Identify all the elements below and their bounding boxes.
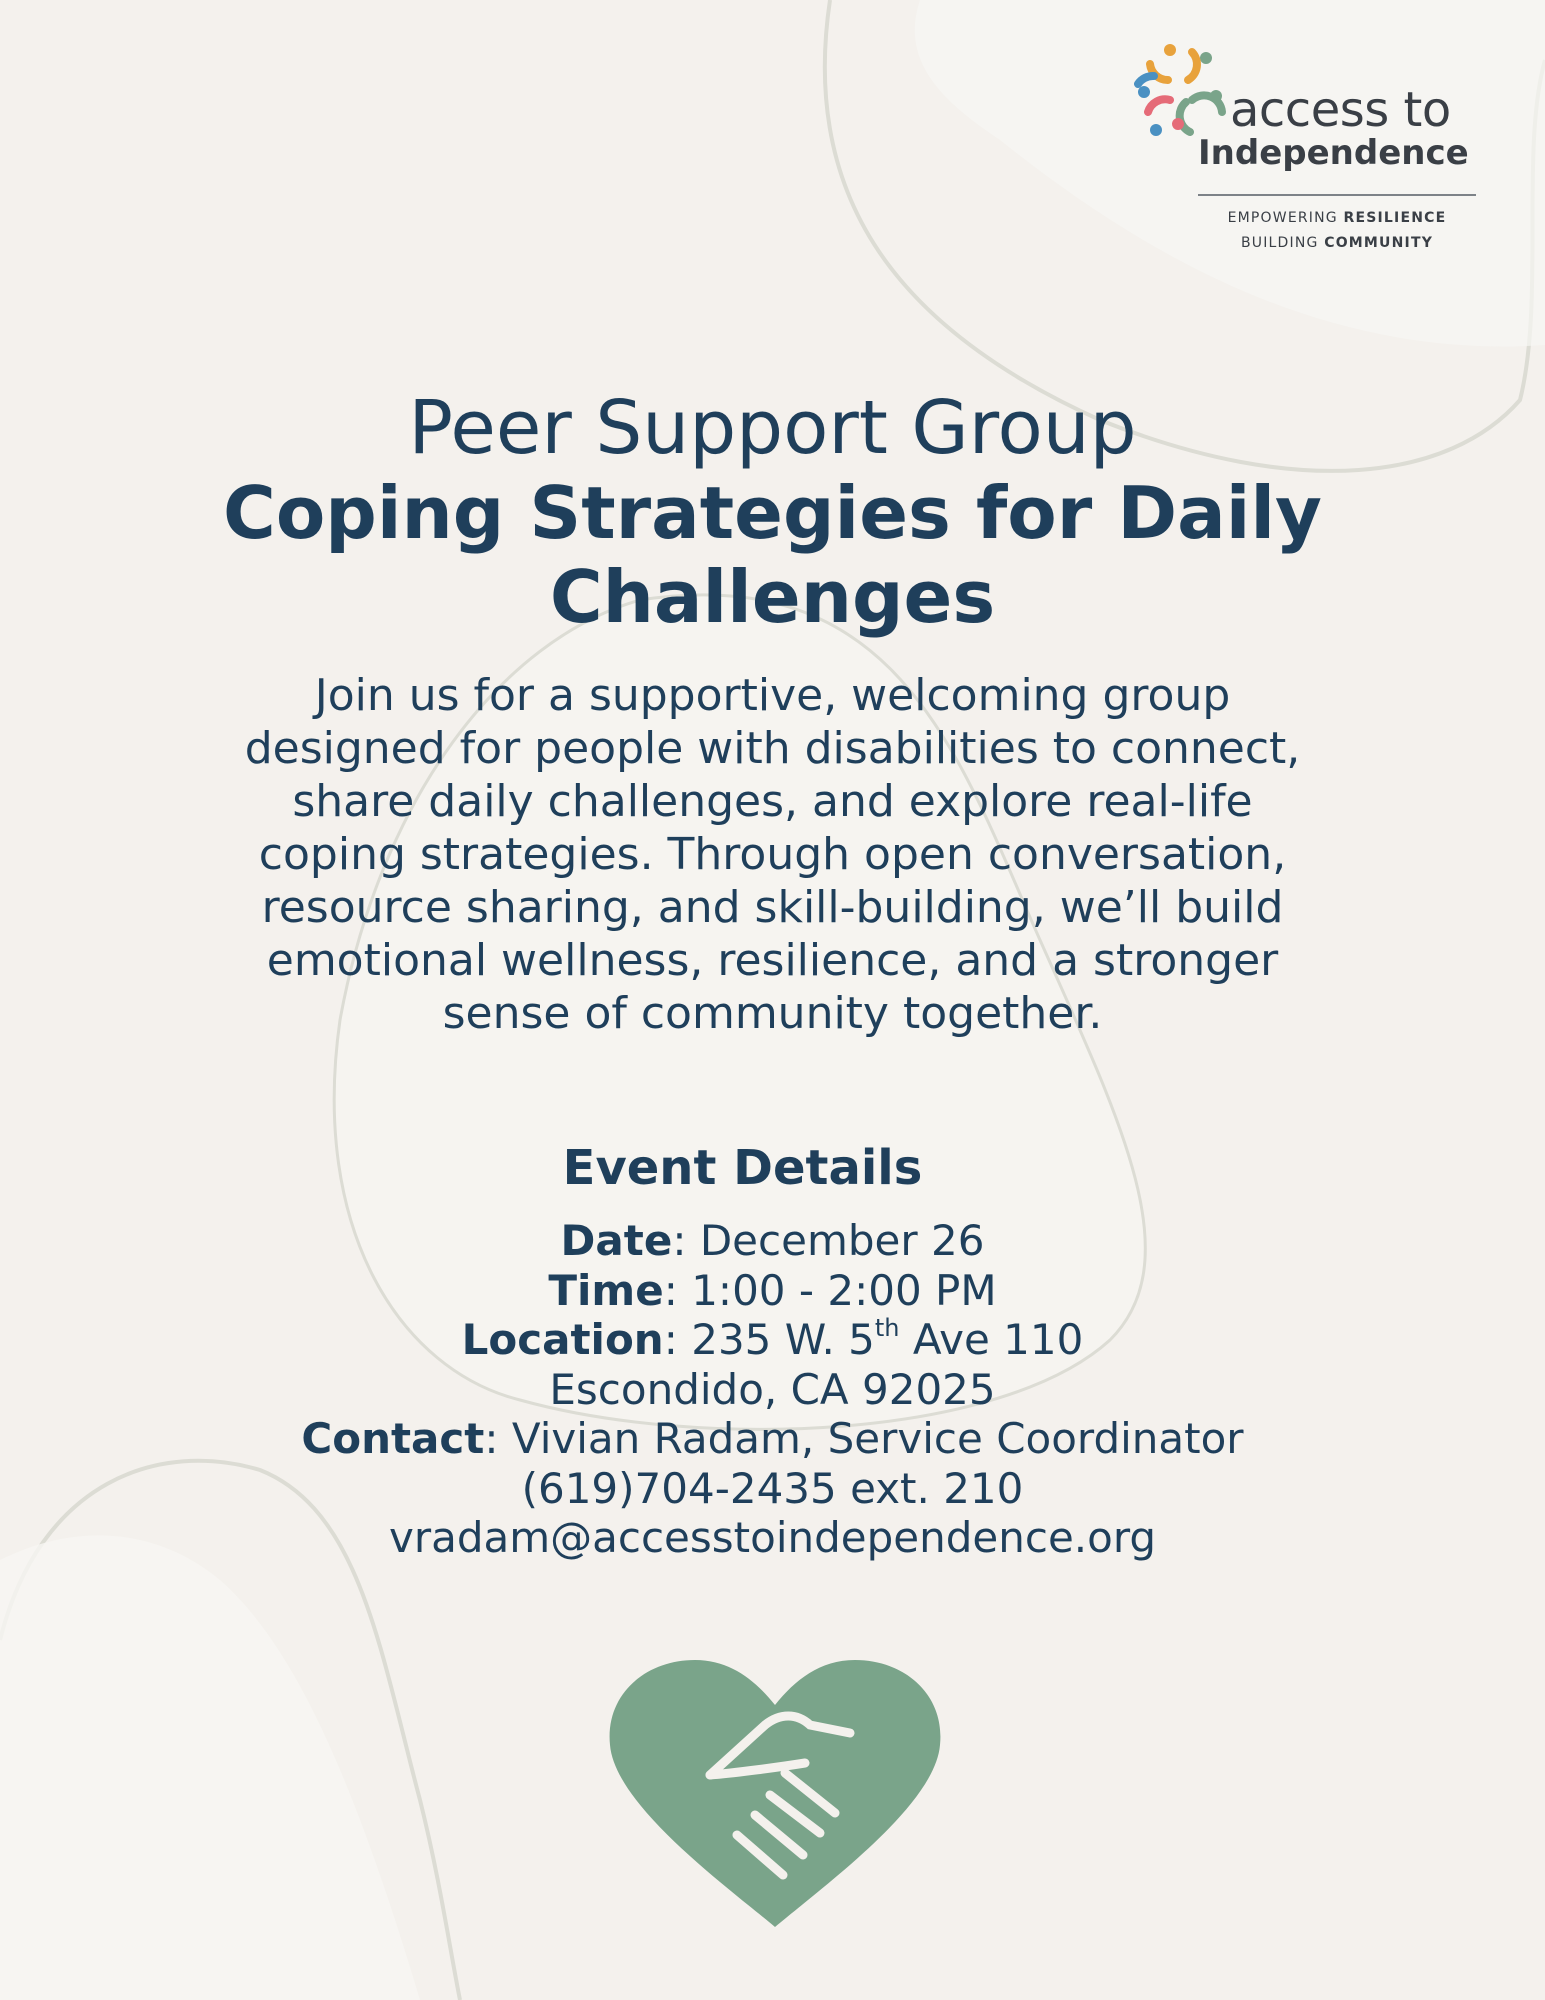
flyer-content — [200, 385, 1345, 1563]
time-label: Time — [548, 1265, 664, 1315]
logo-tagline-2: BUILDING COMMUNITY — [1240, 235, 1434, 251]
location-label: Location — [461, 1315, 664, 1364]
people-circle-logo-icon — [1130, 40, 1230, 140]
logo-name-line2: Independence — [1198, 133, 1469, 173]
logo-divider — [1198, 194, 1476, 196]
logo-tagline-1: EMPOWERING RESILIENCE — [1227, 210, 1447, 226]
heart-handshake-icon — [605, 1655, 945, 1935]
date-row: Date: December 26 — [560, 1216, 985, 1265]
intro-paragraph: Join us for a supportive, welcoming group designed for people with disabilities to connect, share daily challenges, and explore real-life coping strategies. Through open conversation, resource sharing, and skill-building, we’ll build emotional wellness, resilience, and a stronger sense of community together. — [244, 670, 1301, 1039]
contact-email: vradam@accesstoindependence.org — [388, 1513, 1157, 1562]
contact-value: Vivian Radam, Service Coordinator — [511, 1414, 1244, 1463]
logo-name-line1: access to — [1230, 82, 1451, 138]
time-value: 1:00 - 2:00 PM — [691, 1265, 997, 1315]
event-details-heading: Event Details — [562, 1140, 923, 1196]
time-row: Time: 1:00 - 2:00 PM — [548, 1265, 997, 1315]
location-city: Escondido, CA 92025 — [549, 1364, 996, 1414]
date-value: December 26 — [699, 1216, 985, 1265]
session-title: Coping Strategies for Daily Challenges — [223, 471, 1322, 639]
contact-phone: (619)704-2435 ext. 210 — [521, 1463, 1024, 1513]
group-title: Peer Support Group — [408, 385, 1137, 471]
organization-logo — [1120, 40, 1490, 260]
location-row: Location: 235 W. 5th Ave 110 — [461, 1314, 1084, 1364]
contact-label: Contact — [301, 1414, 485, 1463]
location-value: 235 W. 5th Ave 110 — [691, 1314, 1084, 1364]
contact-row: Contact: Vivian Radam, Service Coordinator — [301, 1414, 1244, 1463]
date-label: Date — [560, 1216, 673, 1265]
